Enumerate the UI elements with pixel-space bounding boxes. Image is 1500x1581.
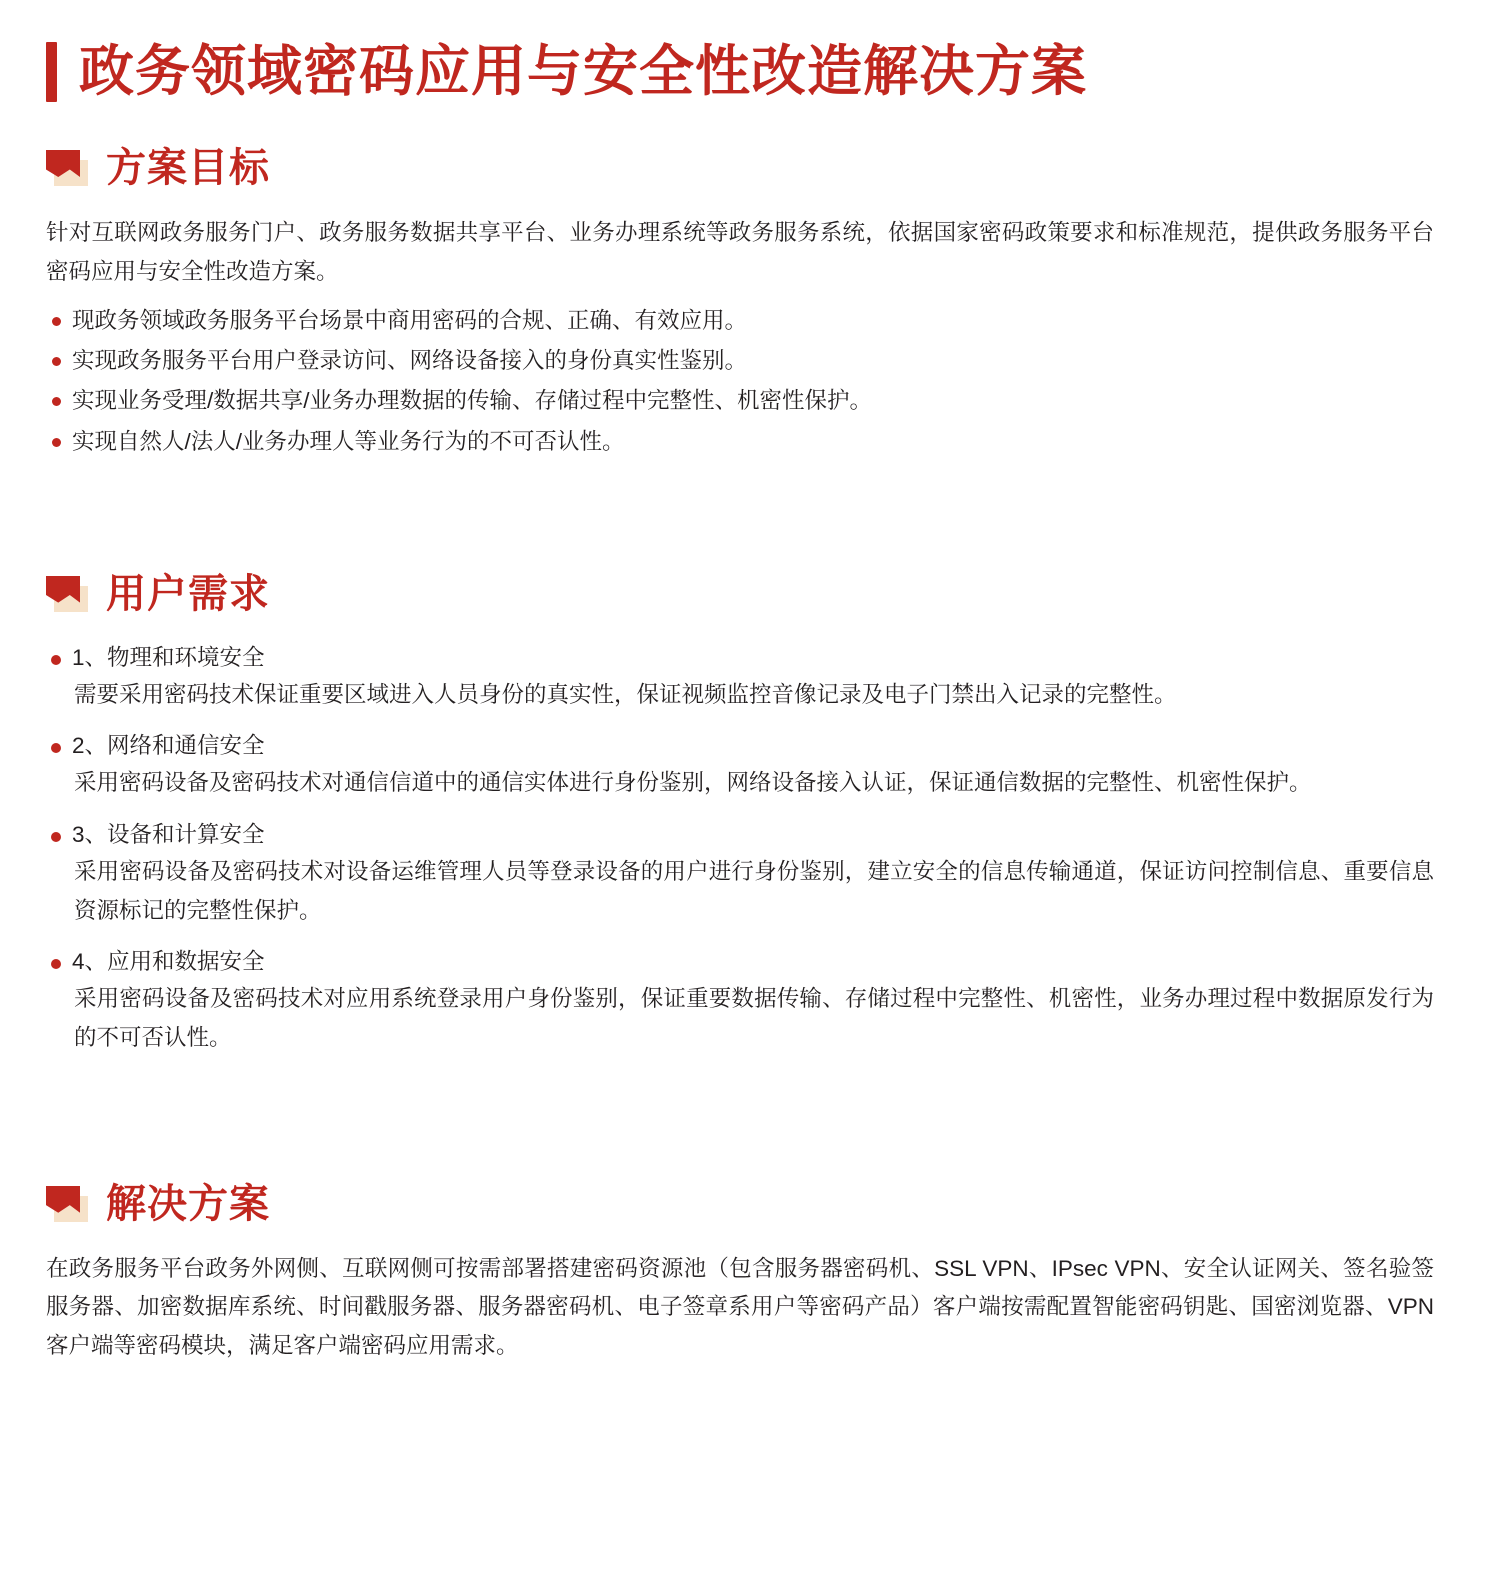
section-requirements-header bbox=[46, 571, 1434, 616]
section-goals-bullet-list bbox=[46, 301, 1434, 461]
section-requirements bbox=[46, 571, 1434, 1058]
section-solution bbox=[46, 1181, 1434, 1366]
list-item-desc: 采用密码设备及密码技术对通信信道中的通信实体进行身份鉴别，网络设备接入认证，保证通信数据的完整性、机密性保护。 bbox=[74, 770, 1312, 796]
list-item-title: 1、物理和环境安全 bbox=[72, 644, 265, 670]
list-item-title: 2、网络和通信安全 bbox=[72, 733, 265, 759]
list-item: 实现自然人/法人/业务办理人等业务行为的不可否认性。 bbox=[46, 422, 1434, 462]
flag-icon bbox=[46, 1186, 88, 1222]
section-goals-title: 方案目标 bbox=[106, 146, 270, 190]
list-item: 现政务领域政务服务平台场景中商用密码的合规、正确、有效应用。 bbox=[46, 301, 1434, 341]
page-title bbox=[46, 42, 1434, 102]
list-item-desc: 采用密码设备及密码技术对应用系统登录用户身份鉴别，保证重要数据传输、存储过程中完整性、机密性，业务办理过程中数据原发行为的不可否认性。 bbox=[74, 986, 1434, 1050]
section-requirements-list bbox=[46, 640, 1434, 1058]
list-item: 实现业务受理/数据共享/业务办理数据的传输、存储过程中完整性、机密性保护。 bbox=[46, 381, 1434, 421]
list-item: 实现政务服务平台用户登录访问、网络设备接入的身份真实性鉴别。 bbox=[46, 341, 1434, 381]
section-goals bbox=[46, 148, 1434, 462]
section-goals-header bbox=[46, 148, 1434, 188]
list-item bbox=[46, 728, 1434, 803]
list-item-title: 4、应用和数据安全 bbox=[72, 949, 265, 975]
title-text: 政务领域密码应用与安全性改造解决方案 bbox=[79, 40, 1088, 103]
spacer bbox=[46, 462, 1434, 528]
spacer bbox=[46, 1072, 1434, 1138]
section-solution-header bbox=[46, 1181, 1434, 1226]
title-accent-bar bbox=[46, 42, 57, 102]
list-item bbox=[46, 640, 1434, 715]
list-item bbox=[46, 817, 1434, 930]
flag-icon bbox=[46, 576, 88, 612]
section-solution-title: 解决方案 bbox=[106, 1181, 270, 1226]
list-item-desc: 需要采用密码技术保证重要区域进入人员身份的真实性，保证视频监控音像记录及电子门禁出入记录的完整性。 bbox=[74, 681, 1177, 707]
list-item-desc: 采用密码设备及密码技术对设备运维管理人员等登录设备的用户进行身份鉴别，建立安全的信息传输通道，保证访问控制信息、重要信息资源标记的完整性保护。 bbox=[74, 858, 1434, 923]
section-goals-intro: 针对互联网政务服务门户、政务服务数据共享平台、业务办理系统等政务服务系统，依据国家密码政策要求和标准规范，提供政务服务平台密码应用与安全性改造方案。 bbox=[46, 220, 1434, 284]
flag-icon bbox=[46, 150, 88, 186]
section-requirements-title: 用户需求 bbox=[106, 571, 270, 616]
list-item bbox=[46, 944, 1434, 1057]
section-solution-body: 在政务服务平台政务外网侧、互联网侧可按需部署搭建密码资源池（包含服务器密码机、SSL VPN、IPsec VPN、安全认证网关、签名验签服务器、加密数据库系统、时间戳服务器、服务器密码机、电子签章系用户等密码产品）客户端按需配置智能密码钥匙、国密浏览器、VPN 客户端等密码模块，满足客户端密码应用需求。 bbox=[46, 1255, 1434, 1359]
list-item-title: 3、设备和计算安全 bbox=[72, 821, 265, 847]
